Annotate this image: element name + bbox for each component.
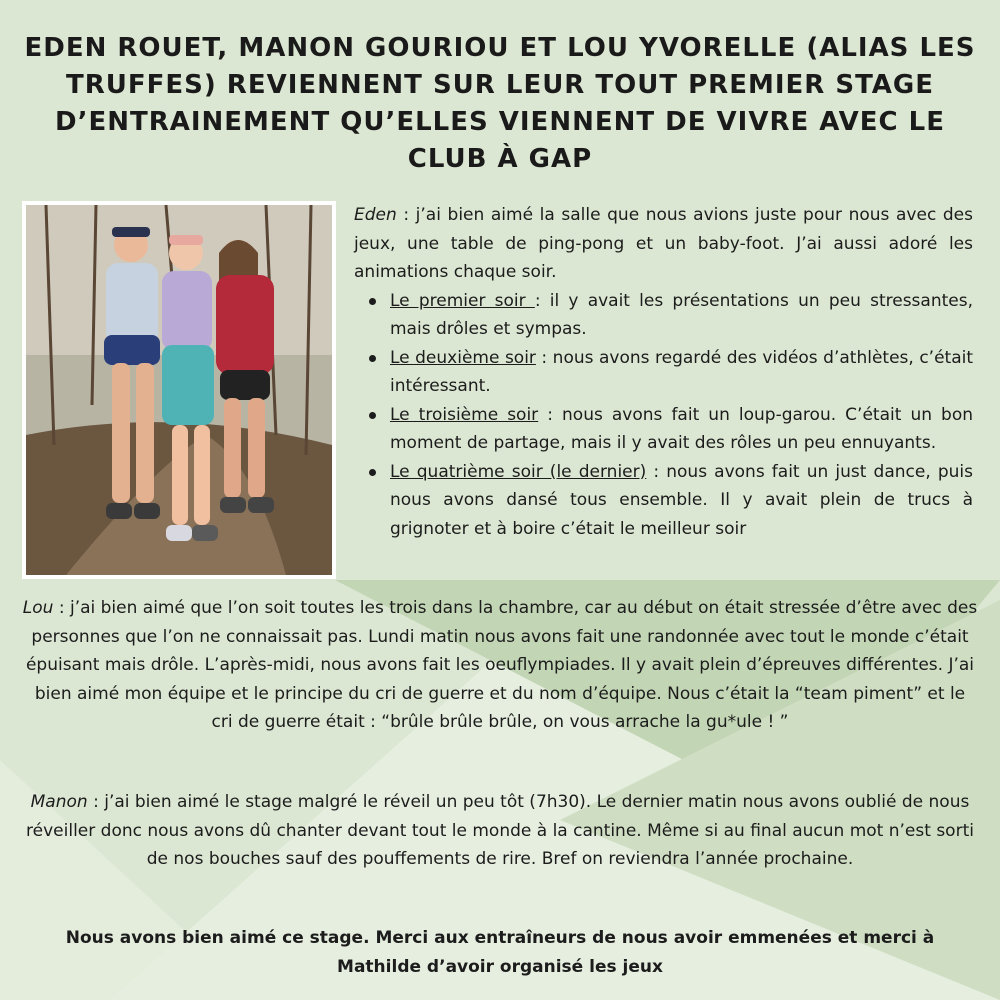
manon-testimony (22, 788, 978, 874)
closing-thanks: Nous avons bien aimé ce stage. Merci aux entraîneurs de nous avoir emmenées et merci à Mathilde d’avoir organisé les jeux (65, 928, 935, 977)
evenings-list (354, 287, 973, 544)
night-label: Le quatrième soir (le dernier) (390, 461, 647, 482)
list-item (390, 401, 973, 458)
list-item (390, 344, 973, 401)
night-label: Le troisième soir (390, 404, 539, 425)
group-photo (22, 201, 336, 579)
manon-speaker: Manon (30, 792, 88, 812)
night-text: : nous avons fait un just dance, puis nous avons dansé tous ensemble. Il y avait plein de trucs à grignoter et à boire c’était le meilleur soir (390, 461, 973, 539)
lou-text: : j’ai bien aimé que l’on soit toutes les trois dans la chambre, car au début on était stressée d’être avec des personnes que l’on ne connaissait pas. Lundi matin nous avons fait une randonnée avec tout le monde c’était épuisant mais drôle. L’après-midi, nous avons fait les oeuflympiades. Il y avait plein d’épreuves différentes. J’ai bien aimé mon équipe et le principe du cri de guerre et du nom d’équipe. Nous c’était la “team piment” et le cri de guerre était : “brûle brûle brûle, on vous arrache la gu*ule ! ” (25, 598, 978, 732)
list-item (390, 287, 973, 344)
eden-speaker: Eden (354, 205, 397, 225)
hiking-photo-illustration (26, 205, 332, 575)
night-label: Le premier soir (390, 290, 535, 311)
night-text: : nous avons regardé des vidéos d’athlètes, c’était intéressant. (390, 347, 973, 396)
night-label: Le deuxième soir (390, 347, 536, 368)
list-item (390, 458, 973, 544)
eden-intro-text: : j’ai bien aimé la salle que nous avions juste pour nous avec des jeux, une table de ping-pong et un baby-foot. J’ai aussi adoré les animations chaque soir. (354, 205, 973, 282)
eden-intro (354, 201, 973, 287)
lou-speaker: Lou (22, 598, 54, 618)
page-title: EDEN ROUET, MANON GOURIOU ET LOU YVORELLE (ALIAS LES TRUFFES) REVIENNENT SUR LEUR TOUT PREMIER STAGE D’ENTRAINEMENT QU’ELLES VIENNENT DE VIVRE AVEC LE CLUB À GAP (24, 33, 976, 174)
manon-text: : j’ai bien aimé le stage malgré le réveil un peu tôt (7h30). Le dernier matin nous avons oublié de nous réveiller donc nous avons dû chanter devant tout le monde à la cantine. Même si au final aucun mot n’est sorti de nos bouches sauf des pouffements de rire. Bref on reviendra l’année prochaine. (26, 792, 974, 869)
night-text: : nous avons fait un loup-garou. C’était un bon moment de partage, mais il y avait des rôles un peu ennuyants. (390, 404, 974, 453)
lou-testimony (22, 594, 978, 737)
eden-testimony (354, 201, 973, 543)
night-text: : il y avait les présentations un peu stressantes, mais drôles et sympas. (390, 290, 973, 339)
